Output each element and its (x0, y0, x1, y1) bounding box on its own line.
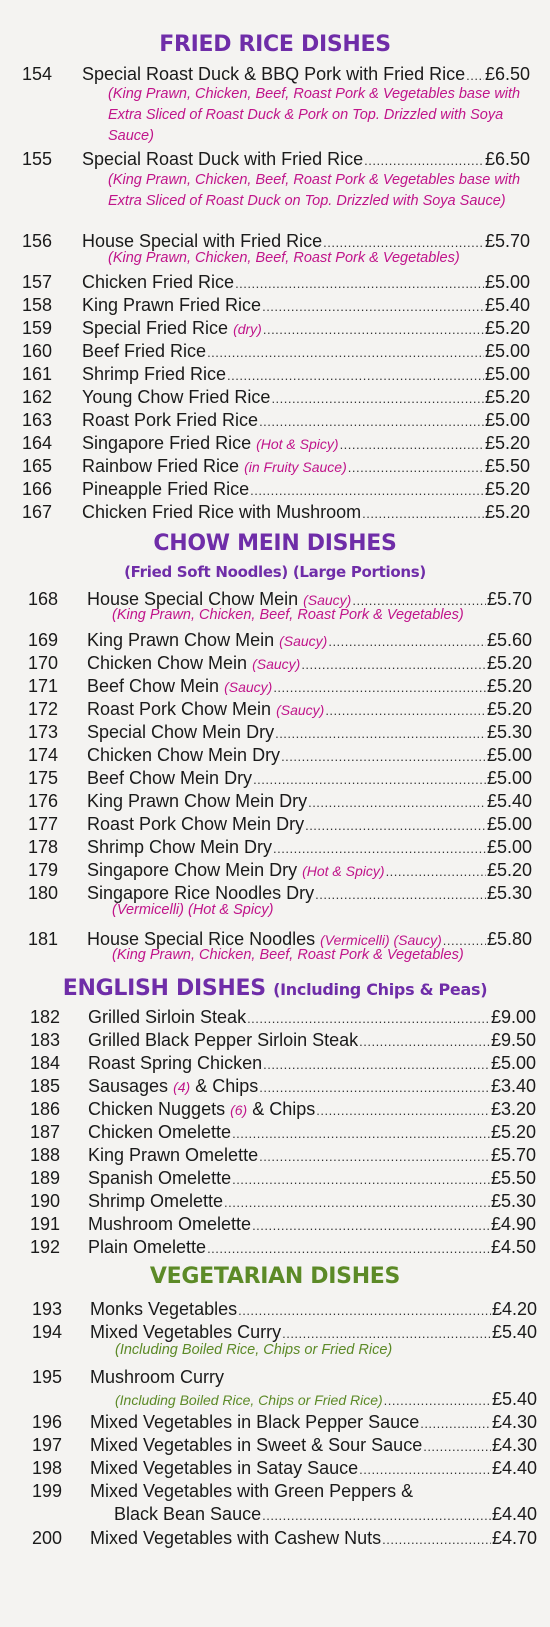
menu-item (0, 229, 550, 266)
menu-item (0, 789, 550, 813)
item-name: Chicken Nuggets (88, 1099, 226, 1119)
menu-item (0, 927, 550, 963)
item-line (88, 1212, 536, 1236)
item-number: 191 (29, 1214, 60, 1234)
item-name: Roast Pork Fried Rice (82, 410, 259, 430)
item-line (82, 431, 530, 455)
item-line (90, 1297, 537, 1321)
item-line (82, 339, 530, 363)
item-line (82, 477, 530, 501)
item-price: £5.00 (484, 272, 530, 292)
item-name: Special Roast Duck with Fried Rice (82, 149, 364, 169)
item-price: £5.70 (486, 589, 532, 609)
item-line (88, 1143, 536, 1167)
item-line (90, 1365, 537, 1389)
item-name: King Prawn Chow Mein (87, 630, 275, 650)
item-line (88, 1074, 536, 1098)
menu-item (0, 651, 550, 675)
item-name: Mixed Vegetables in Black Pepper Sauce (90, 1412, 420, 1432)
menu-item (0, 62, 550, 144)
item-name: Roast Pork Chow Mein Dry (87, 814, 305, 834)
item-number: 154 (21, 64, 52, 84)
item-line (82, 385, 530, 409)
item-price: £5.20 (484, 479, 530, 499)
item-number: 194 (31, 1322, 62, 1342)
dot-leader (382, 1528, 491, 1552)
item-price: £5.40 (484, 295, 530, 315)
menu-item (0, 1051, 550, 1075)
item-note: (Hot & Spicy) (302, 863, 385, 879)
item-line (90, 1456, 537, 1480)
item-line-2 (114, 1502, 537, 1526)
menu-item (0, 477, 550, 501)
item-price: £5.00 (486, 837, 532, 857)
item-price: £5.40 (491, 1389, 537, 1409)
item-name: Roast Spring Chicken (88, 1053, 263, 1073)
item-number: 169 (27, 630, 58, 650)
menu-item (0, 500, 550, 524)
item-description: (King Prawn, Chicken, Beef, Roast Pork & Vegetables) (112, 947, 464, 963)
item-name: Grilled Black Pepper Sirloin Steak (88, 1030, 359, 1050)
item-name: Singapore Fried Rice (82, 433, 252, 453)
menu-item (0, 1320, 550, 1358)
item-number: 189 (29, 1168, 60, 1188)
item-name-continued: Black Bean Sauce (114, 1504, 262, 1524)
item-number: 186 (29, 1099, 60, 1119)
item-number: 164 (21, 433, 52, 453)
item-description: (Including Boiled Rice, Chips or Fried Rice) (115, 1342, 393, 1358)
menu-item (0, 1479, 550, 1524)
item-name: Grilled Sirloin Steak (88, 1007, 247, 1027)
item-name: Roast Pork Chow Mein (87, 699, 272, 719)
item-description: (King Prawn, Chicken, Beef, Roast Pork & Vegetables base with Extra Sliced of Roast Duck & Pork on Top. Drizzled with Soya Sauce) (108, 86, 521, 144)
vegetarian-heading: VEGETARIAN DISHES (149, 1264, 401, 1289)
item-number: 174 (27, 745, 58, 765)
item-name: Monks Vegetables (90, 1299, 238, 1319)
item-number: 192 (29, 1237, 60, 1257)
item-name: Chicken Omelette (88, 1122, 232, 1142)
item-number: 188 (29, 1145, 60, 1165)
item-number: 184 (29, 1053, 60, 1073)
item-number: 182 (29, 1007, 60, 1027)
item-line-2 (115, 1387, 537, 1411)
item-number: 183 (29, 1030, 60, 1050)
menu-item (0, 1297, 550, 1321)
english-heading (0, 975, 550, 1004)
item-name: Beef Chow Mein Dry (87, 768, 253, 788)
item-line (88, 1005, 536, 1029)
menu-item (0, 835, 550, 859)
menu-item (0, 587, 550, 623)
dot-leader (207, 1237, 490, 1261)
dot-leader (262, 1504, 491, 1528)
item-name: Chicken Fried Rice (82, 272, 235, 292)
menu-item (0, 1410, 550, 1434)
item-price: £6.50 (484, 149, 530, 169)
item-description: (Vermicelli) (Hot & Spicy) (112, 902, 274, 918)
item-line (90, 1526, 537, 1550)
item-name: Mushroom Omelette (88, 1214, 252, 1234)
item-line (90, 1479, 537, 1503)
item-number: 196 (31, 1412, 62, 1432)
item-number: 176 (27, 791, 58, 811)
item-name: Beef Chow Mein (87, 676, 220, 696)
item-number: 173 (27, 722, 58, 742)
menu-item (0, 720, 550, 744)
item-note: (dry) (233, 321, 262, 337)
menu-item (0, 1143, 550, 1167)
item-name: Mixed Vegetables in Satay Sauce (90, 1458, 359, 1478)
item-price: £5.70 (484, 231, 530, 251)
english-heading-suffix: (Including Chips & Peas) (273, 980, 488, 999)
item-price: £5.50 (484, 456, 530, 476)
item-number: 199 (31, 1481, 62, 1501)
item-note: (4) (173, 1079, 191, 1095)
menu-item (0, 674, 550, 698)
item-number: 180 (27, 883, 58, 903)
item-description: (Including Boiled Rice, Chips or Fried Rice) (115, 1392, 383, 1408)
menu-item (0, 697, 550, 721)
item-number: 193 (31, 1299, 62, 1319)
item-price: £5.00 (484, 341, 530, 361)
item-note: (Saucy) (279, 633, 328, 649)
item-price: £5.20 (484, 387, 530, 407)
item-line (88, 1097, 536, 1121)
item-number: 168 (27, 589, 58, 609)
item-note: (in Fruity Sauce) (244, 459, 347, 475)
item-number: 185 (29, 1076, 60, 1096)
item-note: (Hot & Spicy) (256, 436, 339, 452)
menu-item (0, 858, 550, 882)
menu-item (0, 431, 550, 455)
item-number: 197 (31, 1435, 62, 1455)
item-name: Mixed Vegetables in Sweet & Sour Sauce (90, 1435, 423, 1455)
item-note: (Saucy) (303, 592, 352, 608)
item-line (82, 454, 530, 478)
item-name: Young Chow Fried Rice (82, 387, 271, 407)
menu-item (0, 628, 550, 652)
item-number: 167 (21, 502, 52, 522)
menu-item (0, 1433, 550, 1457)
item-price: £6.50 (484, 64, 530, 84)
item-line (87, 766, 532, 790)
item-number: 187 (29, 1122, 60, 1142)
item-price: £5.20 (486, 860, 532, 880)
menu-item (0, 1526, 550, 1550)
item-price: £5.30 (486, 722, 532, 742)
item-description: (King Prawn, Chicken, Beef, Roast Pork & Vegetables base with Extra Sliced of Roast Duck on Top. Drizzled with Soya Sauce) (108, 172, 521, 209)
menu-item (0, 1166, 550, 1190)
item-number: 177 (27, 814, 58, 834)
item-line (87, 628, 532, 652)
item-note: (Saucy) (276, 702, 325, 718)
item-price: £4.50 (490, 1237, 536, 1257)
item-name: Mixed Vegetables with Cashew Nuts (90, 1528, 382, 1548)
item-number: 161 (21, 364, 52, 384)
item-name: House Special with Fried Rice (82, 231, 323, 251)
menu-item (0, 147, 550, 209)
fried-rice-heading: FRIED RICE DISHES (159, 32, 391, 57)
item-price: £5.00 (486, 745, 532, 765)
item-price: £5.60 (486, 630, 532, 650)
item-line (88, 1120, 536, 1144)
item-number: 190 (29, 1191, 60, 1211)
item-description: (King Prawn, Chicken, Beef, Roast Pork & Vegetables) (112, 607, 464, 623)
item-price: £5.20 (484, 502, 530, 522)
item-line (82, 147, 530, 171)
item-number: 200 (31, 1528, 62, 1548)
item-note: (Vermicelli) (Saucy) (320, 932, 442, 948)
item-line (88, 1166, 536, 1190)
item-note: (Saucy) (224, 679, 273, 695)
menu-item (0, 1074, 550, 1098)
item-name: Singapore Rice Noodles Dry (87, 883, 315, 903)
menu-item (0, 1189, 550, 1213)
item-line (82, 500, 530, 524)
item-line (82, 316, 530, 340)
item-name: Special Fried Rice (82, 318, 229, 338)
item-line (82, 408, 530, 432)
item-name: Mixed Vegetables with Green Peppers & (90, 1481, 414, 1501)
item-price: £4.40 (491, 1504, 537, 1524)
item-price: £5.20 (486, 653, 532, 673)
item-number: 166 (21, 479, 52, 499)
menu-item (0, 812, 550, 836)
item-name: Rainbow Fried Rice (82, 456, 240, 476)
item-line (87, 789, 532, 813)
item-price: £5.00 (486, 768, 532, 788)
item-note: (Saucy) (252, 656, 301, 672)
chow-mein-subheading: (Fried Soft Noodles) (Large Portions) (124, 563, 426, 581)
item-name: Special Roast Duck & BBQ Pork with Fried Rice (82, 64, 466, 84)
item-price: £5.20 (486, 699, 532, 719)
item-number: 195 (31, 1367, 62, 1387)
item-name: King Prawn Fried Rice (82, 295, 262, 315)
item-name: Shrimp Omelette (88, 1191, 224, 1211)
menu-item (0, 270, 550, 294)
item-line (88, 1189, 536, 1213)
item-number: 165 (21, 456, 52, 476)
menu-item (0, 743, 550, 767)
item-name-suffix: & Chips (252, 1099, 316, 1119)
item-name: Sausages (88, 1076, 169, 1096)
menu-item (0, 1365, 550, 1409)
menu-item (0, 1456, 550, 1480)
item-number: 157 (21, 272, 52, 292)
item-price: £5.50 (490, 1168, 536, 1188)
item-line (82, 362, 530, 386)
item-price: £4.40 (491, 1458, 537, 1478)
menu-item (0, 362, 550, 386)
item-price: £5.00 (484, 410, 530, 430)
item-number: 170 (27, 653, 58, 673)
item-line (87, 743, 532, 767)
item-name-suffix: & Chips (195, 1076, 259, 1096)
item-name: House Special Rice Noodles (87, 929, 316, 949)
menu-item (0, 385, 550, 409)
menu-item (0, 316, 550, 340)
item-name: King Prawn Omelette (88, 1145, 259, 1165)
item-line (90, 1433, 537, 1457)
item-price: £5.30 (490, 1191, 536, 1211)
menu-item (0, 1212, 550, 1236)
item-line (88, 1235, 536, 1259)
menu-item (0, 1028, 550, 1052)
item-number: 172 (27, 699, 58, 719)
item-price: £5.70 (490, 1145, 536, 1165)
item-name: Pineapple Fried Rice (82, 479, 250, 499)
item-line (87, 835, 532, 859)
item-price: £4.20 (491, 1299, 537, 1319)
item-name: House Special Chow Mein (87, 589, 299, 609)
item-number: 160 (21, 341, 52, 361)
menu-item (0, 1005, 550, 1029)
item-name: Spanish Omelette (88, 1168, 232, 1188)
item-line (90, 1410, 537, 1434)
item-price: £3.20 (490, 1099, 536, 1119)
item-price: £9.50 (490, 1030, 536, 1050)
item-price: £9.00 (490, 1007, 536, 1027)
item-name: Chicken Chow Mein Dry (87, 745, 281, 765)
item-price: £5.30 (486, 883, 532, 903)
item-name: Plain Omelette (88, 1237, 207, 1257)
item-name: Chicken Chow Mein (87, 653, 248, 673)
item-number: 181 (27, 929, 58, 949)
item-line (82, 293, 530, 317)
item-number: 155 (21, 149, 52, 169)
item-price: £5.20 (486, 676, 532, 696)
item-line (87, 720, 532, 744)
menu-item (0, 1120, 550, 1144)
item-number: 171 (27, 676, 58, 696)
item-line (82, 62, 530, 86)
item-price: £5.20 (484, 433, 530, 453)
chow-mein-heading: CHOW MEIN DISHES (153, 531, 397, 556)
item-line (87, 858, 532, 882)
item-price: £5.40 (486, 791, 532, 811)
item-price: £4.70 (491, 1528, 537, 1548)
english-heading-title: ENGLISH DISHES (62, 976, 266, 1001)
item-price: £3.40 (490, 1076, 536, 1096)
item-name: Chicken Fried Rice with Mushroom (82, 502, 362, 522)
item-number: 159 (21, 318, 52, 338)
menu-item (0, 408, 550, 432)
item-number: 158 (21, 295, 52, 315)
item-line (88, 1051, 536, 1075)
item-name: Singapore Chow Mein Dry (87, 860, 298, 880)
item-description: (King Prawn, Chicken, Beef, Roast Pork & Vegetables) (108, 250, 460, 266)
item-name: Mixed Vegetables Curry (90, 1322, 282, 1342)
item-price: £5.00 (484, 364, 530, 384)
item-number: 175 (27, 768, 58, 788)
item-line (82, 270, 530, 294)
item-note: (6) (230, 1102, 248, 1118)
menu-item (0, 1097, 550, 1121)
item-line (88, 1028, 536, 1052)
item-number: 198 (31, 1458, 62, 1478)
item-price: £5.00 (490, 1053, 536, 1073)
menu-item (0, 881, 550, 918)
item-price: £4.30 (491, 1435, 537, 1455)
item-line (87, 674, 532, 698)
menu-item (0, 293, 550, 317)
item-number: 156 (21, 231, 52, 251)
item-price: £4.90 (490, 1214, 536, 1234)
item-name: King Prawn Chow Mein Dry (87, 791, 308, 811)
dot-leader (362, 502, 484, 526)
item-price: £5.40 (491, 1322, 537, 1342)
item-name: Special Chow Mein Dry (87, 722, 275, 742)
item-price: £5.80 (486, 929, 532, 949)
menu-item (0, 454, 550, 478)
item-price: £5.20 (490, 1122, 536, 1142)
item-price: £5.00 (486, 814, 532, 834)
item-line (87, 651, 532, 675)
menu-item (0, 339, 550, 363)
item-name: Mushroom Curry (90, 1367, 225, 1387)
item-name: Beef Fried Rice (82, 341, 207, 361)
menu-item (0, 1235, 550, 1259)
item-line (87, 697, 532, 721)
item-number: 178 (27, 837, 58, 857)
item-name: Shrimp Fried Rice (82, 364, 227, 384)
item-number: 163 (21, 410, 52, 430)
item-number: 162 (21, 387, 52, 407)
item-price: £5.20 (484, 318, 530, 338)
item-number: 179 (27, 860, 58, 880)
menu-item (0, 766, 550, 790)
item-price: £4.30 (491, 1412, 537, 1432)
item-line (87, 812, 532, 836)
item-name: Shrimp Chow Mein Dry (87, 837, 273, 857)
